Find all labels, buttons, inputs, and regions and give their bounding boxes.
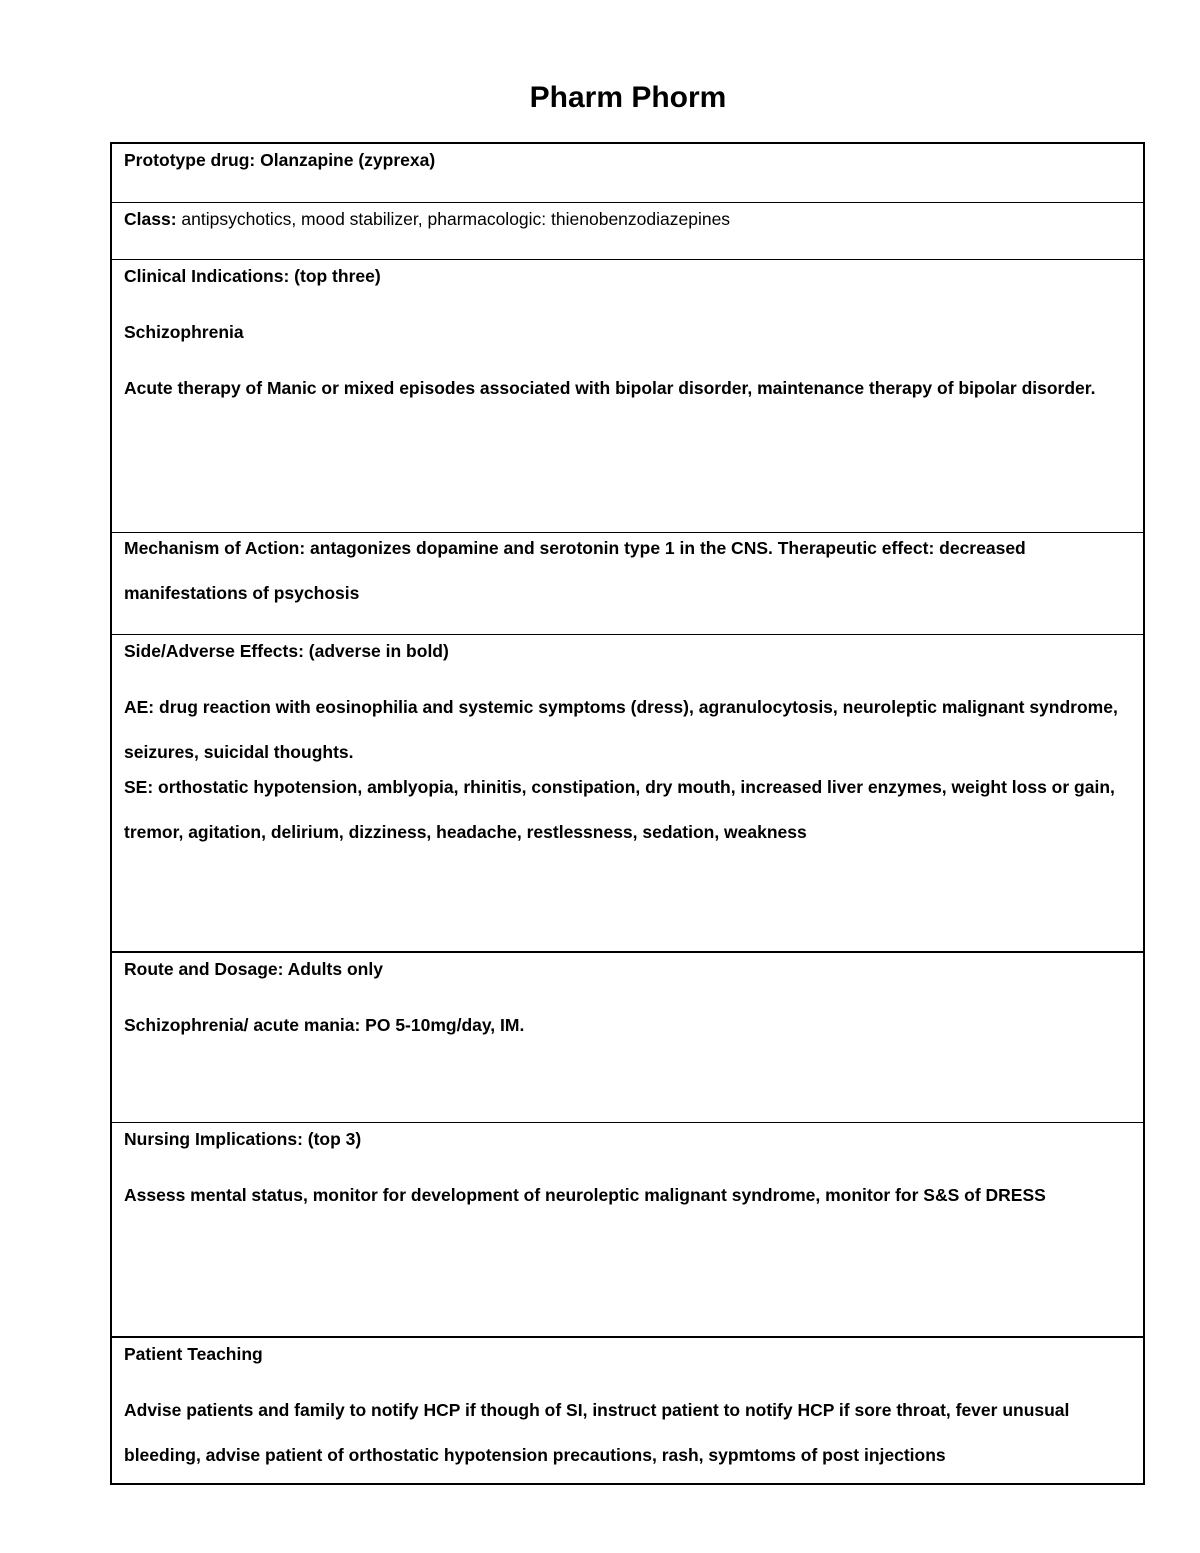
clinical-heading: Clinical Indications: (top three) [124, 266, 381, 286]
mechanism-text: Mechanism of Action: antagonizes dopamine and serotonin type 1 in the CNS. Therapeutic effect: decreased manifestations of psychosis [124, 538, 1026, 603]
class-row [112, 202, 1143, 259]
prototype-label: Prototype drug: [124, 150, 256, 170]
clinical-item-1: Schizophrenia [124, 322, 244, 342]
teaching-text: Advise patients and family to notify HCP if though of SI, instruct patient to notify HCP if sore throat, fever unusual bleeding, advise patient of orthostatic hypotension precautions, rash, sypmtoms of post injections [124, 1400, 1070, 1465]
route-text: Schizophrenia/ acute mania: PO 5-10mg/day, IM. [124, 1015, 525, 1035]
nursing-heading: Nursing Implications: (top 3) [124, 1129, 362, 1149]
class-label: Class: [124, 209, 177, 229]
clinical-indications-row [112, 259, 1143, 532]
side-effects-heading: Side/Adverse Effects: (adverse in bold) [124, 641, 449, 661]
adverse-effects-text: AE: drug reaction with eosinophilia and systemic symptoms (dress), agranulocytosis, neuroleptic malignant syndrome, seizures, suicidal thoughts. [124, 697, 1118, 762]
nursing-text: Assess mental status, monitor for development of neuroleptic malignant syndrome, monitor for S&S of DRESS [124, 1185, 1046, 1205]
page-title: Pharm Phorm [529, 81, 727, 114]
side-effects-row [112, 634, 1143, 951]
prototype-value: Olanzapine (zyprexa) [260, 150, 436, 170]
mechanism-row [112, 532, 1143, 634]
clinical-item-2: Acute therapy of Manic or mixed episodes associated with bipolar disorder, maintenance therapy of bipolar disorder. [124, 378, 1096, 398]
class-value: antipsychotics, mood stabilizer, pharmacologic: thienobenzodiazepines [181, 209, 731, 229]
route-dosage-row [112, 951, 1143, 1122]
side-effects-text: SE: orthostatic hypotension, amblyopia, rhinitis, constipation, dry mouth, increased liver enzymes, weight loss or gain, tremor, agitation, delirium, dizziness, headache, restlessness, sedation, weakness [124, 777, 1115, 842]
patient-teaching-row [112, 1336, 1143, 1483]
route-heading: Route and Dosage: Adults only [124, 959, 383, 979]
pharm-form-table [110, 142, 1145, 1485]
nursing-implications-row [112, 1122, 1143, 1336]
prototype-drug-row [112, 144, 1143, 202]
teaching-heading: Patient Teaching [124, 1344, 263, 1364]
